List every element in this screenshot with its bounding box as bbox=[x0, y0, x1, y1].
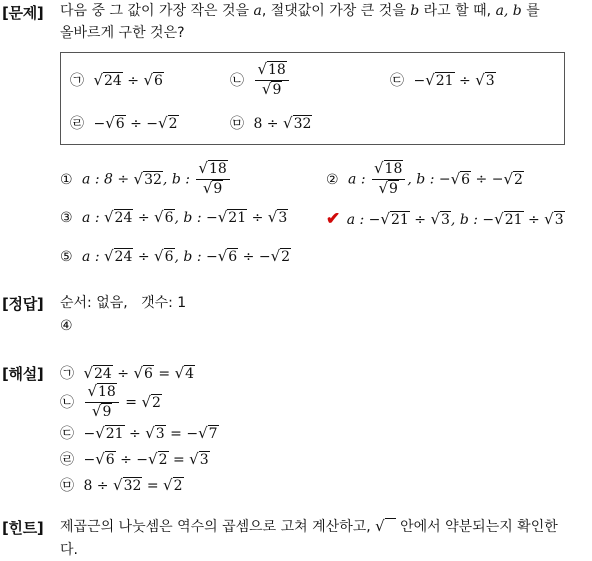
answer-label: [정답] bbox=[2, 295, 44, 313]
box-expr-4: ㉣ − √ 6 ÷ − √ 2 bbox=[70, 114, 178, 132]
option-1[interactable]: ① a : 8 ÷ √ 32 , b : √ 18 √ 9 bbox=[60, 160, 232, 199]
option-3[interactable]: ③ a : √ 24 ÷ √ 6 , b : − √ 21 ÷ √ 3 bbox=[60, 208, 288, 226]
hint-line-2: 다. bbox=[60, 542, 78, 558]
question-line-2: 올바르게 구한 것은? bbox=[60, 25, 185, 41]
explanation-5: ㉤ 8 ÷ √ 32 = √ 2 bbox=[60, 476, 183, 494]
option-2[interactable]: ② a : √ 18 √ 9 , b : − √ 6 ÷ − √ 2 bbox=[326, 159, 523, 197]
answer-value: ④ bbox=[60, 318, 73, 334]
explanation-2: ㉡ √ 18 √ 9 = √ 2 bbox=[60, 382, 161, 420]
hint-line-1: 제곱근의 나눗셈은 역수의 곱셈으로 고쳐 계산하고, √ 안에서 약분되는지 확인한 bbox=[60, 516, 558, 538]
explanation-3: ㉢ − √ 21 ÷ √ 3 = − √ 7 bbox=[60, 424, 218, 442]
box-expr-3: ㉢ − √ 21 ÷ √ 3 bbox=[390, 71, 495, 89]
answer-meta: 순서: 없음, 갯수: 1 bbox=[60, 295, 187, 311]
option-5[interactable]: ⑤ a : √ 24 ÷ √ 6 , b : − √ 6 ÷ − √ 2 bbox=[60, 247, 291, 265]
explanation-4: ㉣ − √ 6 ÷ − √ 2 = √ 3 bbox=[60, 450, 209, 468]
hint-label: [힌트] bbox=[2, 519, 44, 537]
box-expr-2: ㉡ √ 18 √ 9 bbox=[230, 61, 291, 100]
explanation-label: [해설] bbox=[2, 365, 44, 383]
option-4[interactable]: ✔ a : − √ 21 ÷ √ 3 , b : − √ 21 ÷ √ 3 bbox=[326, 209, 564, 229]
radical-sign-icon: √ bbox=[375, 516, 395, 538]
question-line-1: 다음 중 그 값이 가장 작은 것을 a, 절댓값이 가장 큰 것을 b 라고 할 때, a, b 를 bbox=[60, 3, 540, 19]
problem-label: [문제] bbox=[2, 4, 44, 22]
checkmark-icon: ✔ bbox=[326, 209, 341, 229]
box-expr-5: ㉤ 8 ÷ √ 32 bbox=[230, 114, 312, 132]
explanation-1: ㉠ √ 24 ÷ √ 6 = √ 4 bbox=[60, 364, 195, 382]
box-expr-1: ㉠ √ 24 ÷ √ 6 bbox=[70, 71, 163, 89]
